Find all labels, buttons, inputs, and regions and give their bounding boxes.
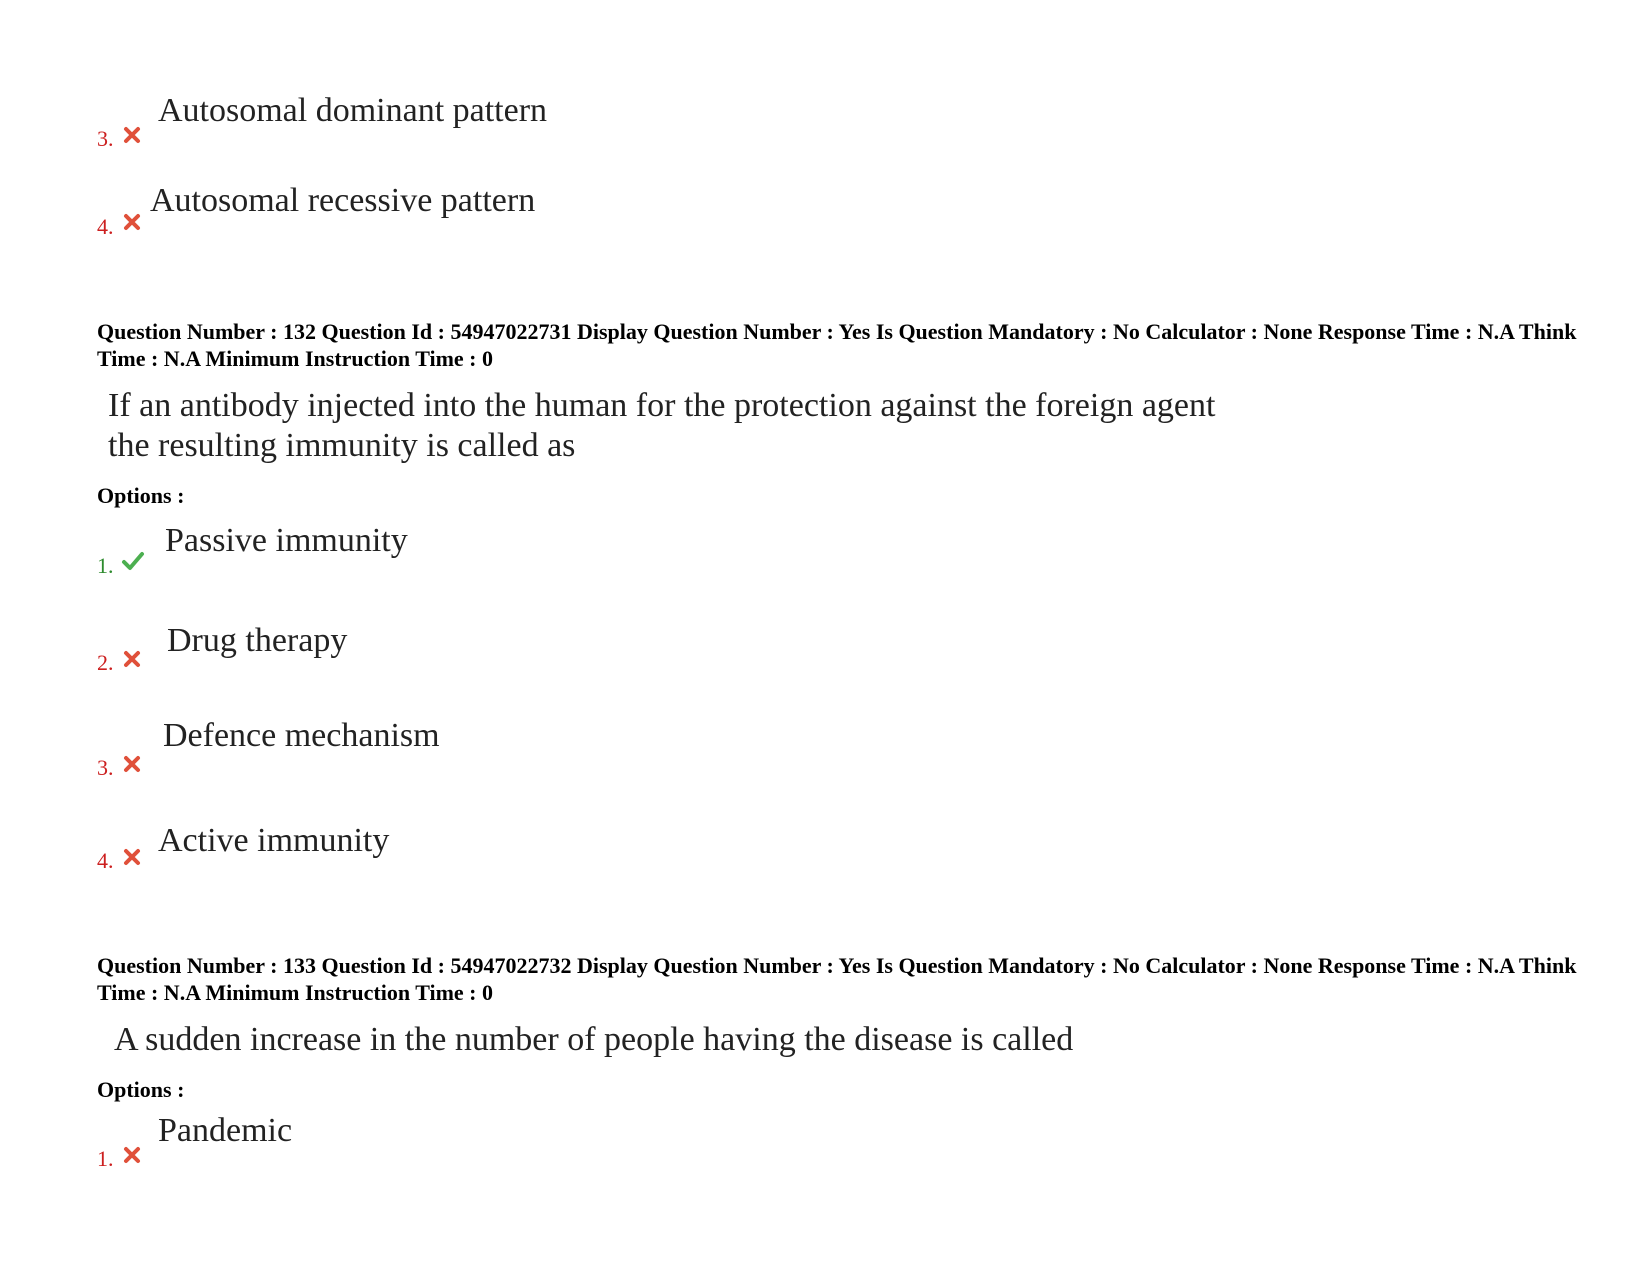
- cross-icon: [123, 126, 141, 144]
- cross-icon: [123, 1146, 141, 1164]
- option-number: 2.: [97, 650, 114, 675]
- cross-icon: [123, 755, 141, 773]
- cross-icon: [123, 213, 141, 231]
- question-133-text: A sudden increase in the number of people having the disease is called: [114, 1021, 1074, 1058]
- option-number: 4.: [97, 214, 114, 239]
- option-number: 1.: [97, 1146, 114, 1171]
- option-text: Pandemic: [158, 1112, 293, 1149]
- option-number: 3.: [97, 755, 114, 780]
- question-133-options-label: Options :: [97, 1077, 185, 1102]
- option-number: 4.: [97, 848, 114, 873]
- option-text: Drug therapy: [167, 622, 348, 659]
- cross-icon: [123, 848, 141, 866]
- option-number: 3.: [97, 126, 114, 151]
- option-text: Autosomal recessive pattern: [150, 182, 536, 219]
- option-text: Autosomal dominant pattern: [158, 92, 548, 129]
- question-132-meta: Question Number : 132 Question Id : 54947022731 Display Question Number : Yes Is Question Mandatory : No Calculator : None Response Time : N.A Think Time : N.A Minimum Instruction Time : 0: [97, 319, 1577, 371]
- option-text: Active immunity: [158, 822, 390, 859]
- option-number: 1.: [97, 553, 114, 578]
- cross-icon: [123, 650, 141, 668]
- question-133-meta: Question Number : 133 Question Id : 54947022732 Display Question Number : Yes Is Question Mandatory : No Calculator : None Response Time : N.A Think Time : N.A Minimum Instruction Time : 0: [97, 953, 1577, 1005]
- question-132-options-label: Options :: [97, 483, 185, 508]
- question-132-text: If an antibody injected into the human for the protection against the foreign agent the resulting immunity is called as: [108, 387, 1216, 464]
- option-text: Passive immunity: [165, 522, 408, 559]
- check-icon: [121, 551, 145, 571]
- option-text: Defence mechanism: [163, 717, 440, 754]
